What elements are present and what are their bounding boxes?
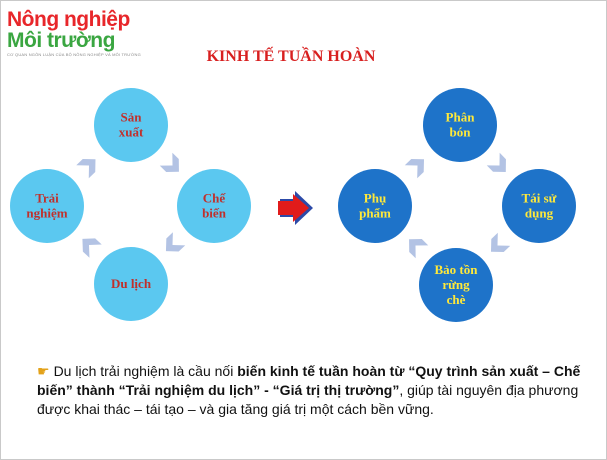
right-cycle-arrow-2-shape [485, 233, 510, 258]
left-node-1-label: xuất [118, 124, 144, 140]
logo-line1: Nông nghiệp [7, 8, 130, 31]
left-cycle-arrow-1-shape [160, 153, 185, 178]
right-cycle-arrow-1-shape [487, 153, 512, 178]
logo-tagline: CƠ QUAN NGÔN LUẬN CỦA BỘ NÔNG NGHIỆP VÀ MÔI TRƯỜNG [7, 52, 141, 57]
left-node-2-label: biến [202, 205, 226, 221]
left-node-4-label: Trải [35, 190, 59, 206]
left-cycle-arrow-1 [160, 153, 185, 178]
left-node-1-label: Sản [120, 109, 142, 125]
right-cycle-arrow-2 [485, 233, 510, 258]
right-node-1-label: bón [449, 124, 471, 140]
left-cycle-arrow-4-shape [76, 153, 101, 178]
caption-bold: biến kinh tế tuần hoàn từ “Quy trình sản xuất – Chế biến” thành “Trải nghiệm du lịch” - “Giá trị thị trường” [37, 363, 581, 398]
left-cycle-arrow-2-shape [160, 232, 185, 257]
right-node-3-label: Bảo tồn [434, 262, 478, 277]
right-cycle-arrow-4-shape [405, 153, 430, 178]
left-node-3-label: Du lịch [110, 276, 152, 291]
caption-text: Du lịch trải nghiệm là cầu nối [53, 363, 238, 379]
right-arrow-icon [278, 194, 309, 222]
pointing-hand-icon: ☛ [37, 363, 50, 379]
left-cycle-arrow-3 [76, 232, 101, 257]
right-cycle-arrow-3-shape [403, 233, 428, 258]
cycle-diagram [1, 1, 606, 361]
right-node-4-label: phẩm [359, 205, 391, 221]
left-node-4-label: nghiệm [26, 205, 68, 221]
left-node-2-label: Chế [202, 190, 226, 206]
caption-text-end: , giúp tài nguyên địa phương được khai thác – tái tạo – và gia tăng giá trị một cách bền vững. [37, 382, 579, 417]
left-cycle-arrow-4 [76, 153, 101, 178]
right-node-1-label: Phân [445, 109, 475, 125]
slide-title: KINH TẾ TUẦN HOÀN [206, 48, 376, 65]
caption [37, 362, 597, 419]
right-node-2-label: Tái sử [521, 190, 557, 206]
right-node-4-label: Phụ [363, 190, 387, 206]
left-cycle-arrow-3-shape [76, 232, 101, 257]
right-node-3-label: chè [446, 292, 466, 307]
right-cycle-arrow-4 [405, 153, 430, 178]
logo-line2: Môi trường [7, 29, 115, 52]
right-cycle-arrow-3 [403, 233, 428, 258]
right-cycle-arrow-1 [487, 153, 512, 178]
right-node-2-label: dụng [524, 205, 554, 221]
right-node-3-label: rừng [442, 277, 470, 292]
left-cycle-arrow-2 [160, 232, 185, 257]
